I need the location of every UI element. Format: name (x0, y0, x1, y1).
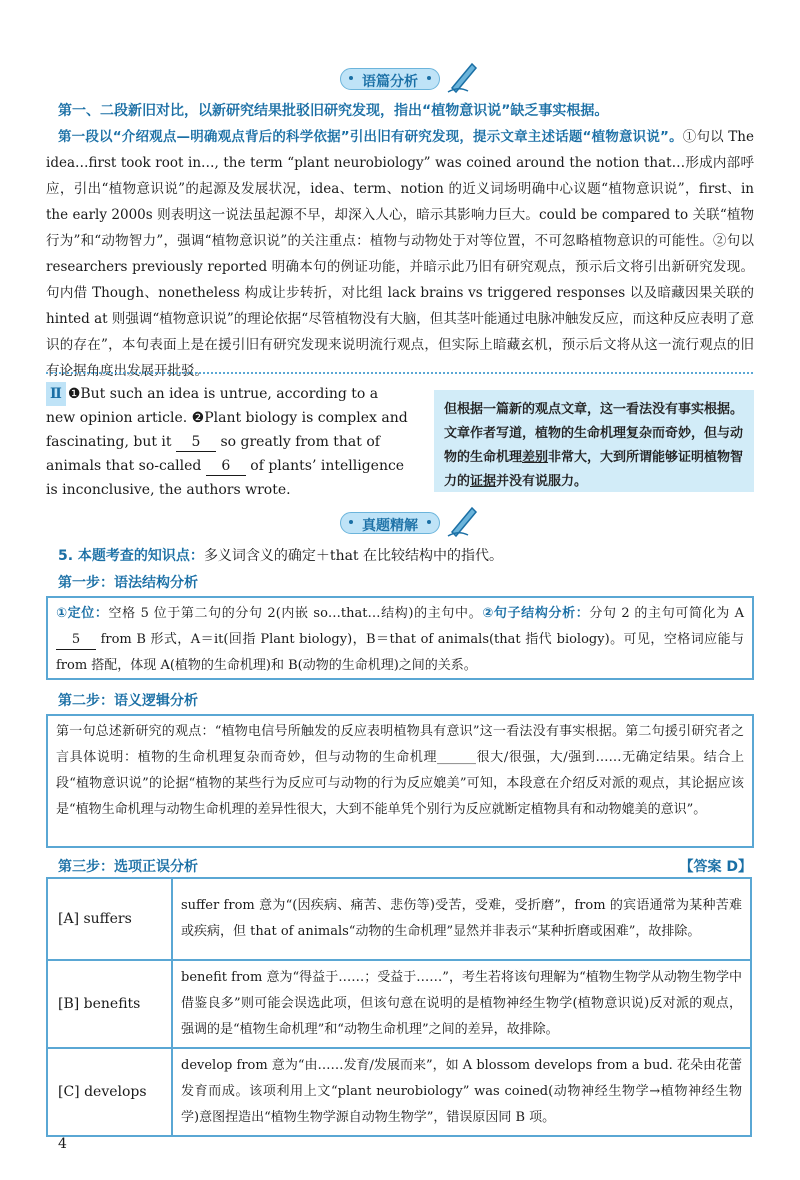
option-row (47, 1048, 751, 1136)
step3-title: 第三步：选项正误分析 (58, 859, 198, 875)
step2-text: 第一句总述新研究的观点：“植物电信号所触发的反应表明植物具有意识”这一看法没有事实根据。第二句援引研究者之言具体说明：植物的生命机理复杂而奇妙，但与动物的生命机理______很大/很强，大/强到……无确定结果。结合上段“植物意识说”的论据“植物的某些行为反应可与动物的行为反应媲美”可知，本段意在介绍反对派的观点，其论据应该是“植物生命机理与动物生命机理的差异性很大，大到不能单凭个别行为反应就断定植物具有和动物媲美的意识”。 (56, 724, 744, 817)
option-label: [C] develops (47, 1048, 172, 1136)
option-explanation: benefit from 意为“得益于……；受益于……”，考生若将该句理解为“植物生物学从动物生物学中借鉴良多”则可能会误选此项，但该句意在说明的是植物神经生物学(植物意识说)反对派的观点，强调的是“植物生命机理”和“动物生命机理”之间的差异，故排除。 (172, 960, 751, 1048)
analysis-body: ①句以 The idea…first took root in…, the term “plant neurobiology” was coined around the notion that…形成内部呼应，引出“植物意识说”的起源及发展状况，idea、term、notion 的近义词场明确中心议题“植物意识说”，first、in the early 2000s 则表明这一说法虽起源不早，却深入人心，暗示其影响力巨大。could be compared to 关联“植物行为”和“动物智力”，强调“植物意识说”的关注重点：植物与动物处于对等位置，不可忽略植物意识的可能性。②句以 researchers previously reported 明确本句的例证功能，并暗示此乃旧有研究观点，预示后文将引出新研究发现。句内借 Though、nonetheless 构成让步转折，对比组 lack brains vs triggered responses 以及暗藏因果关联的 hinted at 则强调“植物意识说”的理论依据“尽管植物没有大脑，但其茎叶能通过电脉冲触发反应，而这种反应表明了意识的存在”，本句表面上是在援引旧有研究发现来说明流行观点，但实际上暗藏玄机，预示后文将从这一流行观点的旧有论据角度出发展开批驳。 (46, 129, 754, 379)
step1-text-1: 空格 5 位于第二句的分句 2(内嵌 so…that…结构)的主句中。 (108, 606, 483, 621)
translation-keyword: 证据 (470, 474, 497, 489)
translation-text: 但根据一篇新的观点文章，这一看法没有事实根据。文章作者写道，植物的生命机理复杂而奇妙，但与动物的生命机理 (444, 402, 744, 465)
banner-dot (427, 76, 431, 80)
section-banner-solution (0, 508, 800, 538)
step2-box (46, 714, 754, 848)
passage-sentence-2a: Plant biology is complex and fascinating, but it (46, 410, 408, 450)
section-banner-analysis (0, 64, 800, 94)
step1-label-2: ②句子结构分析： (482, 606, 590, 621)
translation-keyword: 差别 (522, 450, 549, 465)
translation-text: 非常大，大到所谓能够证明植物智力的 (444, 450, 744, 489)
dotted-divider (46, 372, 753, 374)
sentence-mark: ❶ (67, 386, 81, 402)
passage-sentence-2c: of plants’ intelligence is inconclusive, the authors wrote. (46, 458, 405, 498)
analysis-section (46, 98, 754, 384)
question-point: 多义词含义的确定＋that 在比较结构中的指代。 (203, 548, 504, 564)
step2-title: 第二步：语义逻辑分析 (58, 693, 198, 709)
banner-pill (340, 68, 440, 90)
analysis-headline: 第一、二段新旧对比，以新研究结果批驳旧研究发现，指出“植物意识说”缺乏事实根据。 (58, 103, 609, 119)
banner-title: 真题精解 (362, 518, 418, 534)
paragraph-number: Ⅱ (46, 382, 66, 406)
banner-pill (340, 512, 440, 534)
blank-6: 6 (206, 457, 246, 476)
question-title: 5. 本题考查的知识点： (58, 548, 204, 564)
translation-box (434, 390, 754, 492)
option-explanation: develop from 意为“由……发育/发展而来”，如 A blossom develops from a bud. 花朵由花蕾发育而成。该项利用上文“plant neurobiology” was coined(动物神经生物学→植物神经生物学)意图捏造出“植物生物学源自动物生物学”，错误原因同 B 项。 (172, 1048, 751, 1136)
passage-sentence-2b: so greatly from that of animals that so-called (46, 434, 380, 474)
question-header (58, 545, 503, 565)
banner-title: 语篇分析 (362, 74, 418, 90)
passage-paragraph-2 (46, 382, 410, 502)
sentence-mark: ❷ (191, 410, 205, 426)
analysis-lead: 第一段以“介绍观点—明确观点背后的科学依据”引出旧有研究发现，提示文章主述话题“植物意识说”。 (58, 129, 683, 145)
banner-dot (427, 520, 431, 524)
step1-label-1: ①定位： (56, 606, 109, 621)
passage-sentence-1: But such an idea is untrue, according to a new opinion article. (46, 386, 379, 426)
options-table (46, 877, 752, 1137)
option-label: [A] suffers (47, 878, 172, 960)
answer-label: 【答案 D】 (679, 859, 752, 875)
option-row (47, 960, 751, 1048)
blank-5: 5 (176, 433, 216, 452)
translation-text: 并没有说服力。 (496, 474, 588, 489)
page-number: 4 (58, 1136, 67, 1152)
pen-icon (446, 58, 480, 94)
pen-icon (446, 502, 480, 538)
step1-title: 第一步：语法结构分析 (58, 575, 198, 591)
step1-box (46, 596, 754, 680)
analysis-paragraph (46, 124, 754, 384)
step1-text-2a: 分句 2 的主句可简化为 A (589, 606, 745, 621)
option-explanation: suffer from 意为“(因疾病、痛苦、悲伤等)受苦，受难，受折磨”，from 的宾语通常为某种苦难或疾病，但 that of animals“动物的生命机理”显然并非表示“某种折磨或困难”，故排除。 (172, 878, 751, 960)
option-row (47, 878, 751, 960)
step1-text-2b: from B 形式，A＝it(回指 Plant biology)，B＝that of animals(that 指代 biology)。可见，空格词应能与 from 搭配，体现 A(植物的生命机理)和 B(动物的生命机理)之间的关系。 (56, 632, 744, 673)
step1-blank: 5 (56, 631, 96, 650)
option-label: [B] benefits (47, 960, 172, 1048)
